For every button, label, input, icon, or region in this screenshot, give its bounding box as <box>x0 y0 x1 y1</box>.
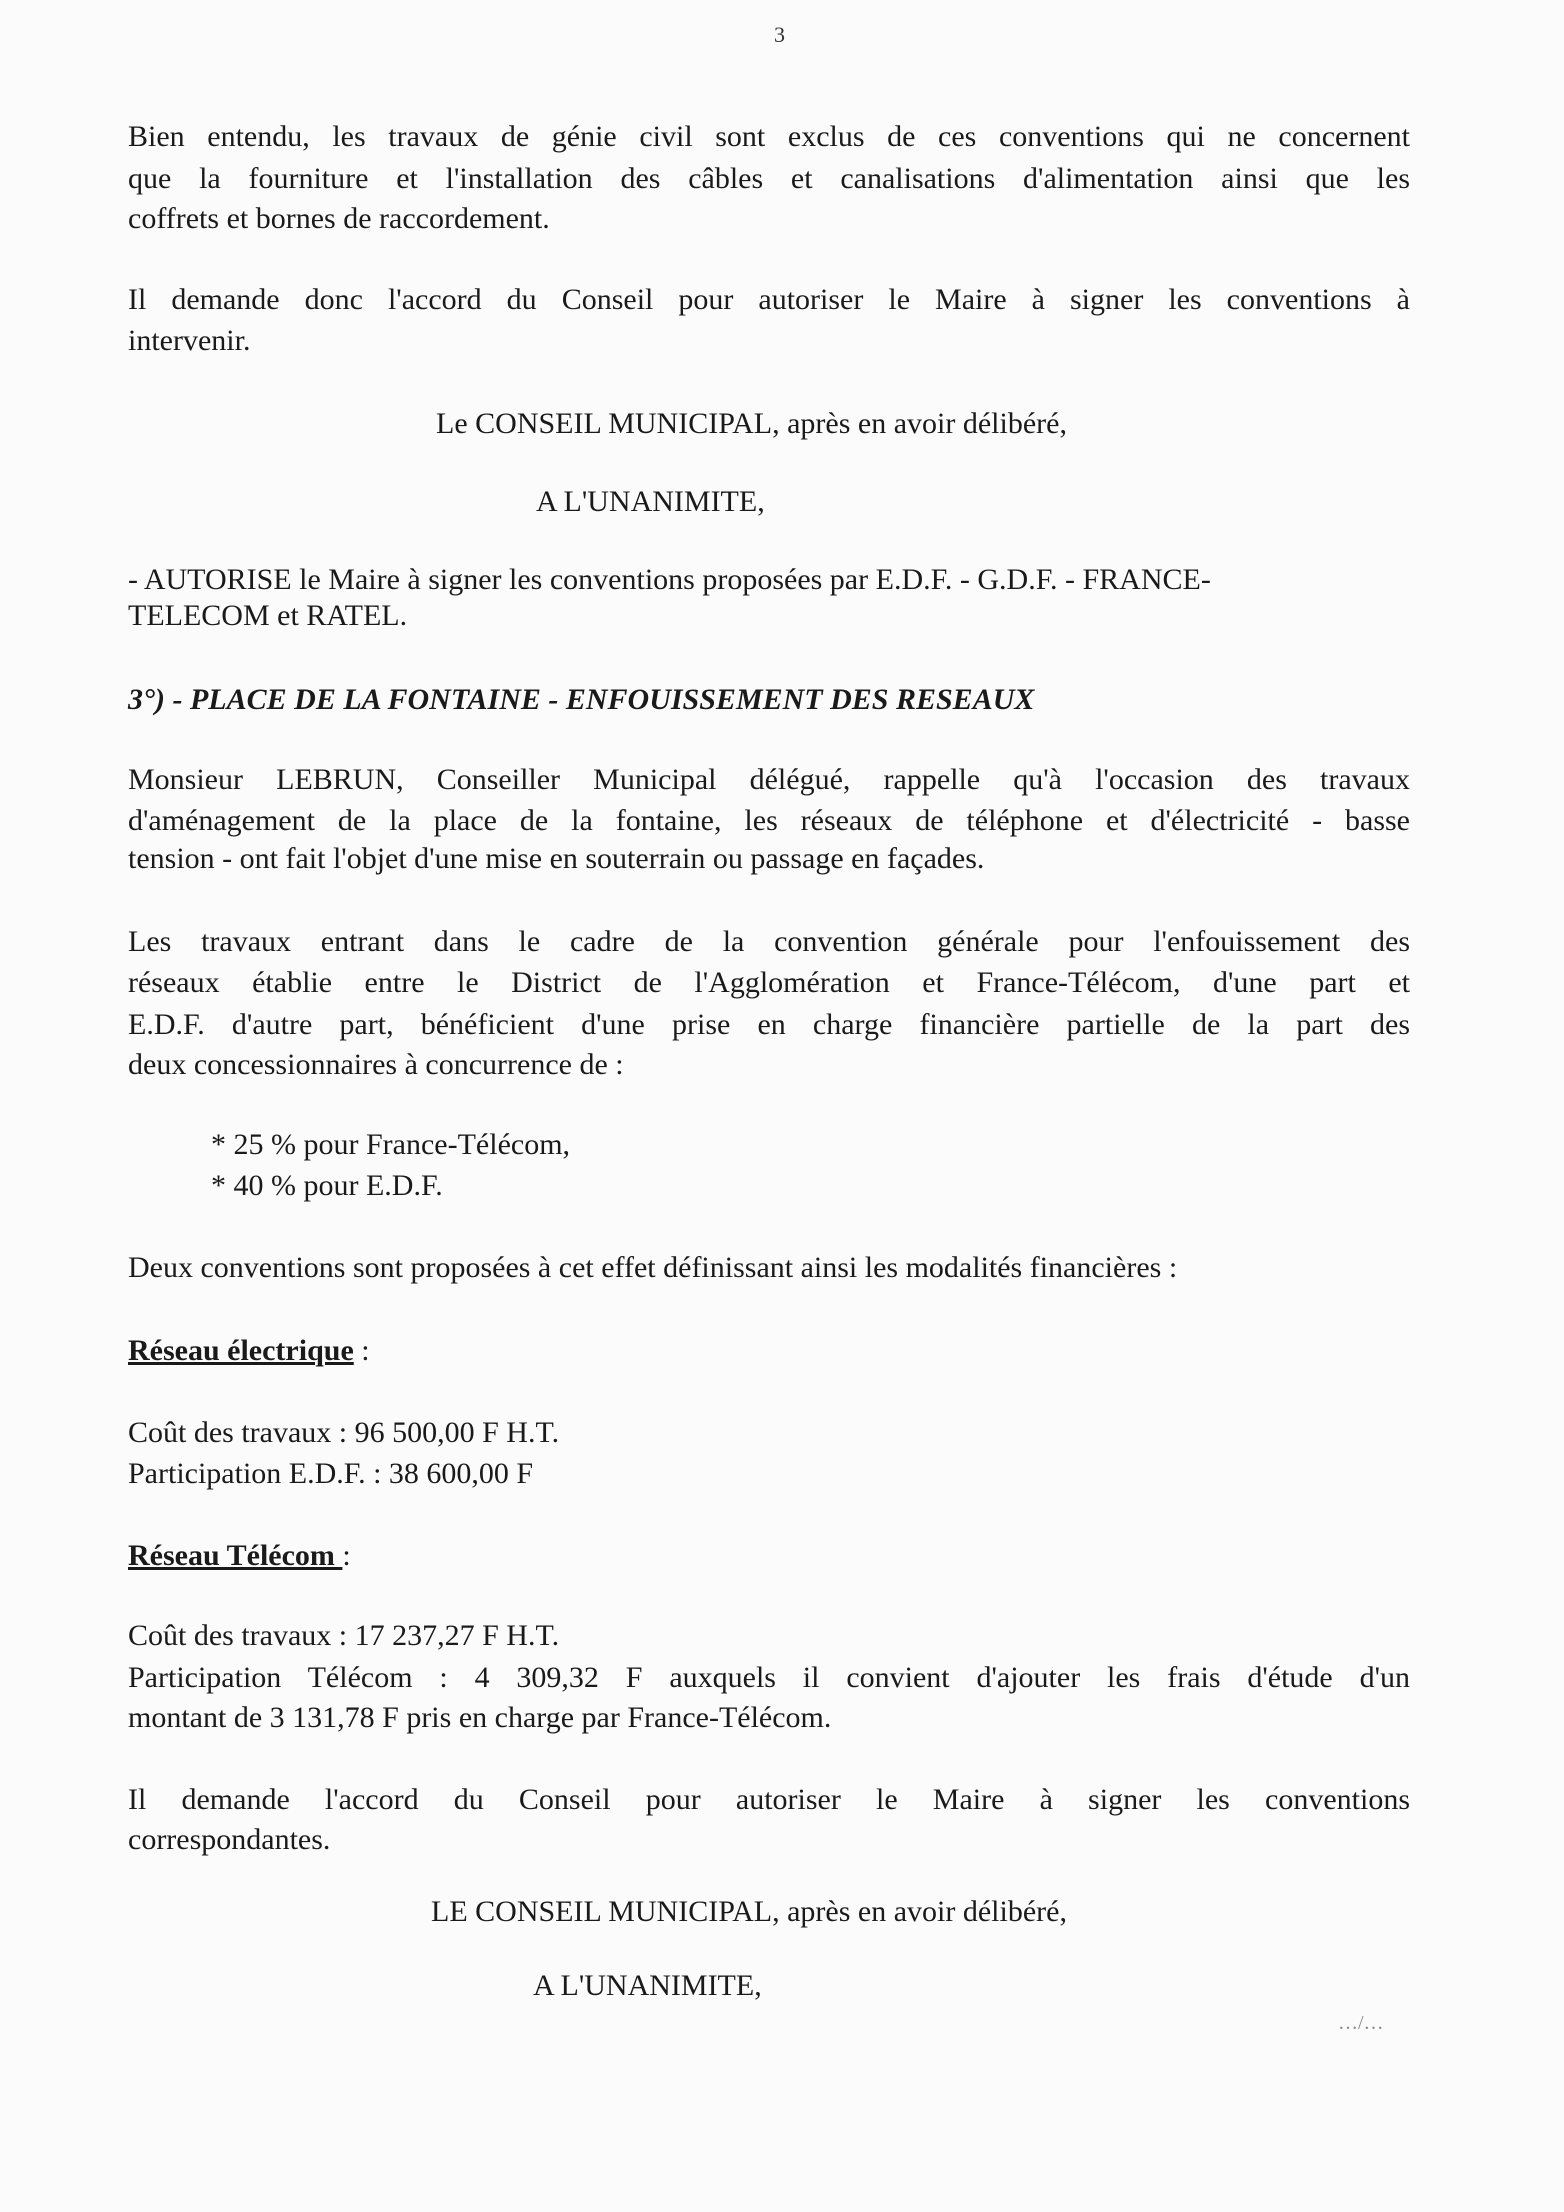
continued-mark: …/… <box>1338 2012 1384 2034</box>
paragraph-line: d'aménagement de la place de la fontaine, les réseaux de téléphone et d'électricité - basse <box>128 804 1410 837</box>
council-deliberation: Le CONSEIL MUNICIPAL, après en avoir délibéré, <box>436 407 1067 440</box>
cost-line: Coût des travaux : 96 500,00 F H.T. <box>128 1416 560 1449</box>
bullet-item: * 40 % pour E.D.F. <box>211 1169 443 1202</box>
paragraph-line: Deux conventions sont proposées à cet effet définissant ainsi les modalités financières : <box>128 1251 1178 1284</box>
paragraph-line: Bien entendu, les travaux de génie civil sont exclus de ces conventions qui ne concernent <box>128 120 1410 153</box>
subheading-title: Réseau électrique <box>128 1334 354 1367</box>
council-deliberation: LE CONSEIL MUNICIPAL, après en avoir délibéré, <box>431 1895 1067 1928</box>
paragraph-line: Les travaux entrant dans le cadre de la convention générale pour l'enfouissement des <box>128 925 1410 958</box>
paragraph-line: deux concessionnaires à concurrence de : <box>128 1048 624 1081</box>
paragraph-line: coffrets et bornes de raccordement. <box>128 202 550 235</box>
paragraph-line: correspondantes. <box>128 1823 331 1856</box>
decision-line: - AUTORISE le Maire à signer les conventions proposées par E.D.F. - G.D.F. - FRANCE- <box>128 563 1211 596</box>
participation-line: Participation Télécom : 4 309,32 F auxquels il convient d'ajouter les frais d'étude d'un <box>128 1661 1410 1694</box>
subheading-telecom: Réseau Télécom : <box>128 1539 351 1572</box>
paragraph-line: que la fourniture et l'installation des câbles et canalisations d'alimentation ainsi que les <box>128 162 1410 195</box>
unanimity: A L'UNANIMITE, <box>536 485 765 518</box>
paragraph-line: intervenir. <box>128 324 251 357</box>
paragraph-line: réseaux établie entre le District de l'Agglomération et France-Télécom, d'une part et <box>128 966 1410 999</box>
participation-line: Participation E.D.F. : 38 600,00 F <box>128 1457 534 1490</box>
unanimity: A L'UNANIMITE, <box>533 1969 762 2002</box>
page-number: 3 <box>774 22 785 47</box>
paragraph-line: tension - ont fait l'objet d'une mise en souterrain ou passage en façades. <box>128 842 985 875</box>
cost-line: Coût des travaux : 17 237,27 F H.T. <box>128 1619 560 1652</box>
paragraph-line: Monsieur LEBRUN, Conseiller Municipal délégué, rappelle qu'à l'occasion des travaux <box>128 763 1410 796</box>
section-heading: 3°) - PLACE DE LA FONTAINE - ENFOUISSEMENT DES RESEAUX <box>128 683 1035 716</box>
participation-line: montant de 3 131,78 F pris en charge par France-Télécom. <box>128 1701 832 1734</box>
paragraph-line: Il demande donc l'accord du Conseil pour autoriser le Maire à signer les conventions à <box>128 283 1410 316</box>
paragraph-line: E.D.F. d'autre part, bénéficient d'une prise en charge financière partielle de la part des <box>128 1008 1410 1041</box>
decision-line: TELECOM et RATEL. <box>128 599 408 632</box>
subheading-electrique: Réseau électrique : <box>128 1334 370 1367</box>
bullet-item: * 25 % pour France-Télécom, <box>211 1128 571 1161</box>
subheading-title: Réseau Télécom <box>128 1539 343 1572</box>
paragraph-line: Il demande l'accord du Conseil pour autoriser le Maire à signer les conventions <box>128 1783 1410 1816</box>
